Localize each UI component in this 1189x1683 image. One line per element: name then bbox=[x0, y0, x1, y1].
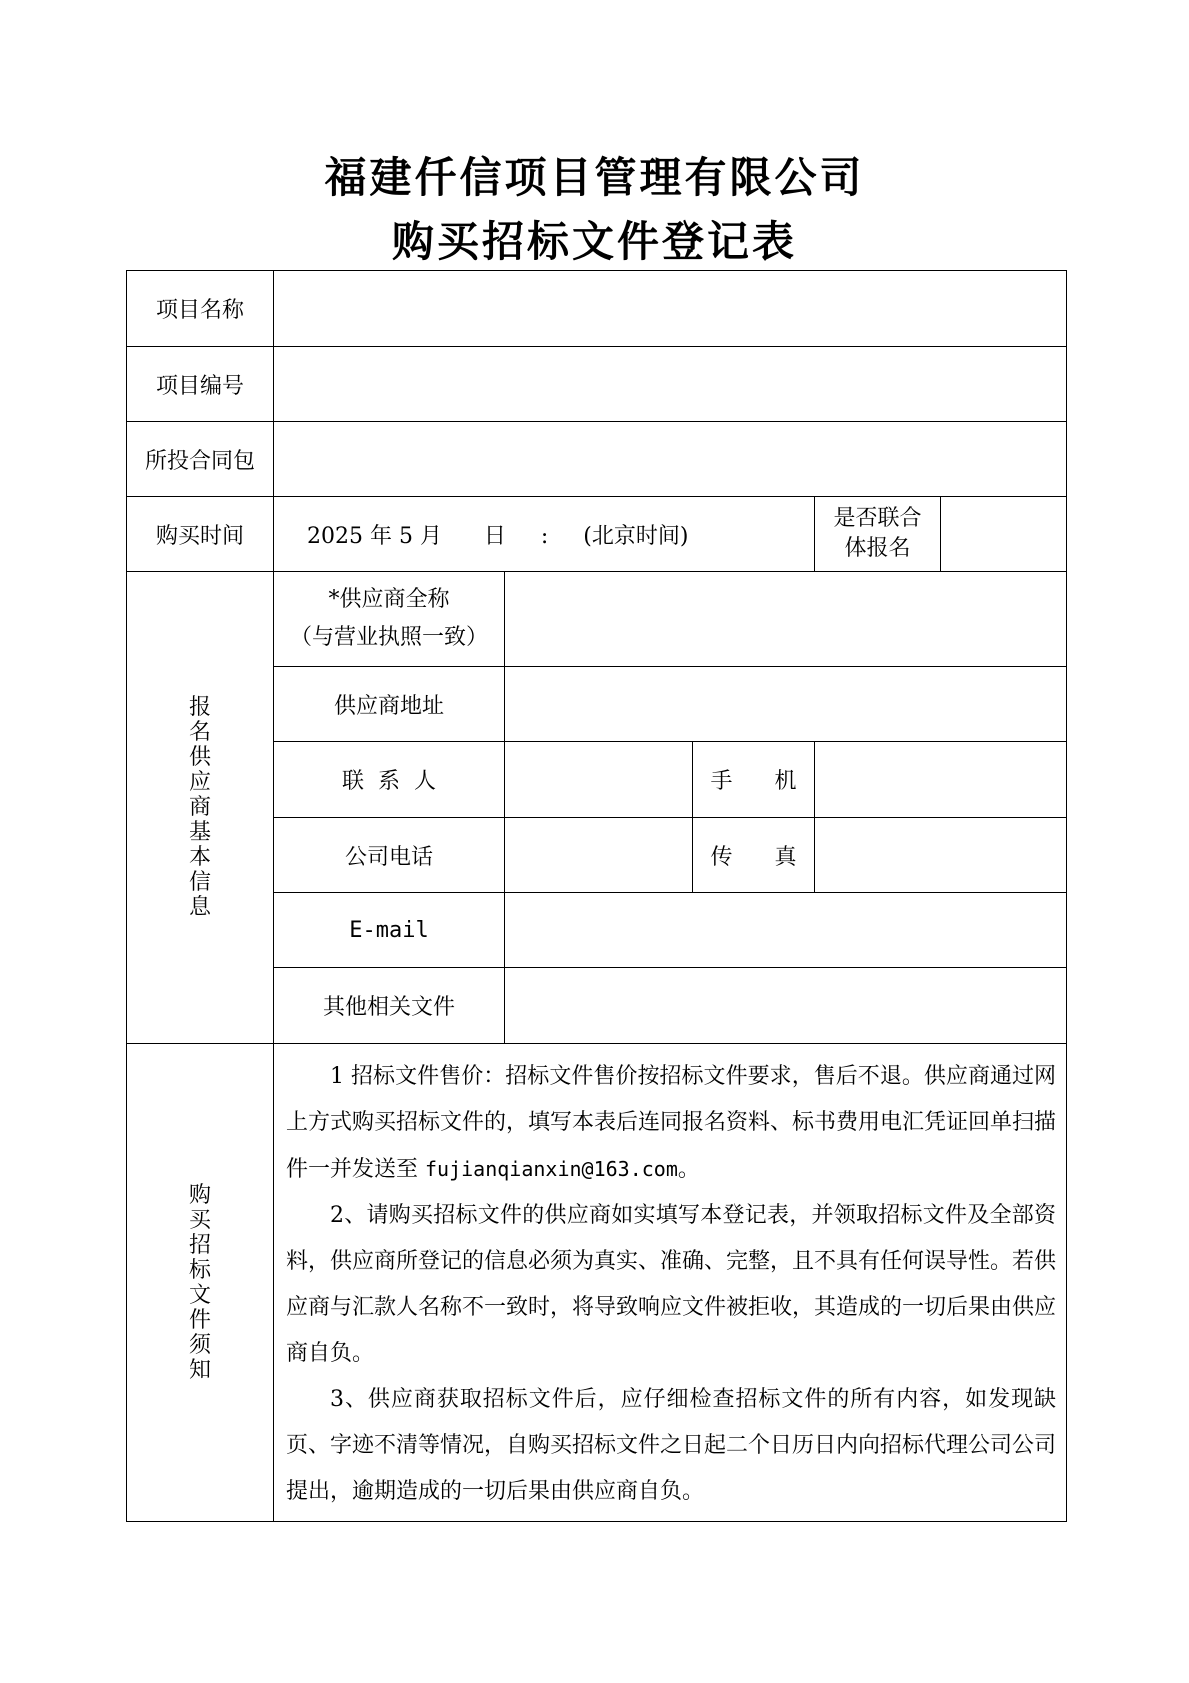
supplier-full-name-field[interactable] bbox=[505, 572, 1067, 667]
supplier-full-name-line2: （与营业执照一致） bbox=[289, 625, 488, 650]
consortium-field[interactable] bbox=[941, 497, 1067, 572]
notice-item-1-end: 。 bbox=[677, 1157, 700, 1182]
consortium-label-line1: 是否联合 bbox=[833, 506, 922, 531]
notice-item-1-text: 1 招标文件售价：招标文件售价按招标文件要求，售后不退。供应商通过网上方式购买招标文件的，填写本表后连同报名资料、标书费用电汇凭证回单扫描件一并发送至 bbox=[286, 1064, 1057, 1182]
notice-content bbox=[274, 1044, 1067, 1522]
company-phone-label: 公司电话 bbox=[274, 818, 505, 893]
contact-person-field[interactable] bbox=[505, 742, 693, 818]
bid-package-label: 所投合同包 bbox=[127, 422, 274, 497]
fax-label: 传 真 bbox=[693, 818, 815, 893]
mobile-field[interactable] bbox=[815, 742, 1067, 818]
notice-section bbox=[127, 1044, 274, 1522]
notice-section-label: 购买招标文件须知 bbox=[188, 1182, 211, 1383]
email-label: E-mail bbox=[274, 893, 505, 968]
supplier-address-field[interactable] bbox=[505, 667, 1067, 742]
project-number-field[interactable] bbox=[274, 347, 1067, 422]
supplier-info-section bbox=[127, 572, 274, 1044]
purchase-time-label: 购买时间 bbox=[127, 497, 274, 572]
registration-form bbox=[126, 270, 1067, 1522]
mobile-label: 手 机 bbox=[693, 742, 815, 818]
email-field[interactable] bbox=[505, 893, 1067, 968]
supplier-full-name-line1: *供应商全称 bbox=[328, 587, 450, 612]
supplier-full-name-label bbox=[274, 572, 505, 667]
supplier-address-label: 供应商地址 bbox=[274, 667, 505, 742]
project-name-label: 项目名称 bbox=[127, 271, 274, 347]
notice-email: fujianqianxin@163.com bbox=[425, 1157, 678, 1181]
consortium-label-line2: 体报名 bbox=[844, 536, 911, 561]
form-title: 购买招标文件登记表 bbox=[391, 217, 797, 266]
notice-item-2: 2、请购买招标文件的供应商如实填写本登记表，并领取招标文件及全部资料，供应商所登记的信息必须为真实、准确、完整，且不具有任何误导性。若供应商与汇款人名称不一致时，将导致响应文件被拒收，其造成的一切后果由供应商自负。 bbox=[286, 1203, 1057, 1366]
project-name-field[interactable] bbox=[274, 271, 1067, 347]
contact-person-label: 联 系 人 bbox=[274, 742, 505, 818]
consortium-label bbox=[815, 497, 941, 572]
purchase-time-field[interactable]: 2025 年 5 月 日 : (北京时间) bbox=[274, 497, 815, 572]
project-number-label: 项目编号 bbox=[127, 347, 274, 422]
notice-item-1 bbox=[286, 1054, 1056, 1193]
notice-item-3: 3、供应商获取招标文件后，应仔细检查招标文件的所有内容，如发现缺页、字迹不清等情况，自购买招标文件之日起二个日历日内向招标代理公司公司提出，逾期造成的一切后果由供应商自负。 bbox=[286, 1387, 1057, 1504]
supplier-info-section-label: 报名供应商基本信息 bbox=[188, 695, 211, 920]
company-title: 福建仟信项目管理有限公司 bbox=[324, 153, 865, 202]
bid-package-field[interactable] bbox=[274, 422, 1067, 497]
other-documents-label: 其他相关文件 bbox=[274, 968, 505, 1044]
fax-field[interactable] bbox=[815, 818, 1067, 893]
company-phone-field[interactable] bbox=[505, 818, 693, 893]
other-documents-field[interactable] bbox=[505, 968, 1067, 1044]
